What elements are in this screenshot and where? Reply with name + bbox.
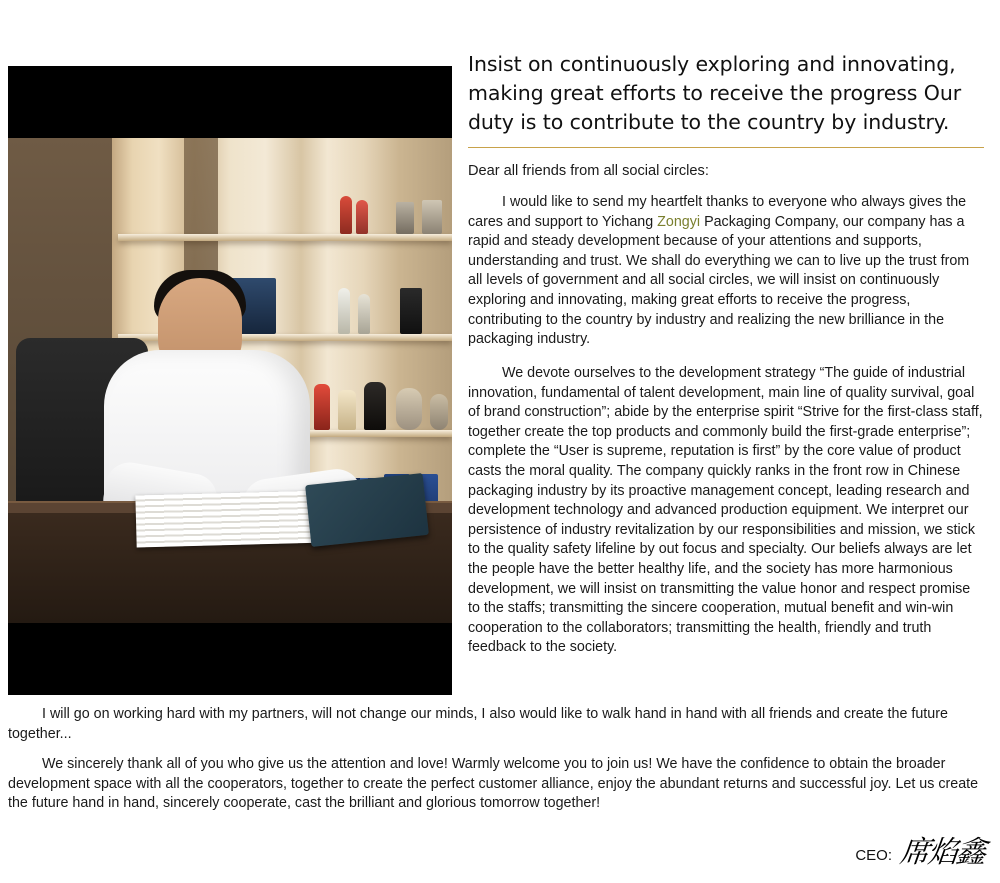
photo-decor-object (400, 288, 422, 334)
letter-bottom-block (8, 705, 992, 825)
photo-decor-object (338, 288, 350, 334)
letter-right-column (468, 50, 984, 672)
gold-divider (468, 147, 984, 148)
paragraph-3: I will go on working hard with my partners, will not change our minds, I also would like to walk hand in hand with all friends and create the future together... (8, 706, 948, 742)
photo-decor-object (422, 200, 442, 234)
photo-notebook (305, 473, 429, 547)
signature-mark: 席焰鑫 (898, 835, 986, 870)
paragraph-2: We devote ourselves to the development strategy “The guide of industrial innovation, fundamental of talent development, main line of quality survival, goal of brand construction”; abide by the enterprise spirit “Strive for the first-class staff, together create the top products and commonly build the first-grade enterprise”; complete the “User is supreme, reputation is first” by the core value of product casts the moral quality. The company quickly ranks in the front row in Chinese packaging industry by its proactive management concept, leading research and development technology and advanced production equipment. We interpret our persistence of industry revitalization by our responsibilities and mission, we stick to the quality safety lifeline by out focus and specialty. Our beliefs always are let the people have the better healthy life, and the society has more harmonious development, we will insist on transmitting the value honor and respect promise to the staffs; transmitting the sincere cooperation, mutual benefit and win-win cooperation to the collaborators; transmitting the health, friendly and truth feedback to the society. (468, 365, 983, 656)
photo-decor-object (340, 196, 352, 234)
photo-decor-object (356, 200, 368, 234)
paragraph-1-part-b: Packaging Company, our company has a rapid and steady development because of your attentions and supports, understanding and trust. We shall do everything we can to live up the trust from all levels of government and all social circles, we will insist on continuously exploring and innovating, making great efforts to receive the progress, contributing to the country by industry and realizing the new brilliance in the packaging industry. (468, 213, 970, 348)
paragraph-4: We sincerely thank all of you who give us the attention and love! Warmly welcome you to join us! We have the confidence to obtain the broader development space with all the cooperators, together to create the perfect customer alliance, enjoy the abundant returns and successful joy. Let us create the future hand in hand, sincerely cooperate, cast the brilliant and glorious tomorrow together! (8, 756, 979, 812)
salutation: Dear all friends from all social circles: (468, 163, 709, 179)
photo-papers (135, 491, 326, 548)
photo-decor-object (430, 394, 448, 430)
ceo-photo (8, 66, 452, 695)
photo-decor-object (396, 388, 422, 430)
photo-decor-object (396, 202, 414, 234)
photo-decor-object (314, 384, 330, 430)
headline: Insist on continuously exploring and innovating, making great efforts to receive the progress Our duty is to contribute to the country by industry. (468, 52, 962, 134)
ceo-label: CEO: (855, 847, 892, 864)
photo-decor-object (358, 294, 370, 334)
photo-shelf-1 (118, 234, 452, 241)
photo-decor-object (364, 382, 386, 430)
company-name-highlight: Zongyi (657, 213, 701, 230)
signature-block (855, 836, 984, 870)
photo-decor-object (338, 390, 356, 430)
paragraph-1 (468, 193, 984, 350)
ceo-photo-image (8, 138, 452, 623)
paragraph-1-part-a: I would like to send my heartfelt thanks to everyone who always gives the cares and support to Yichang (468, 194, 967, 230)
